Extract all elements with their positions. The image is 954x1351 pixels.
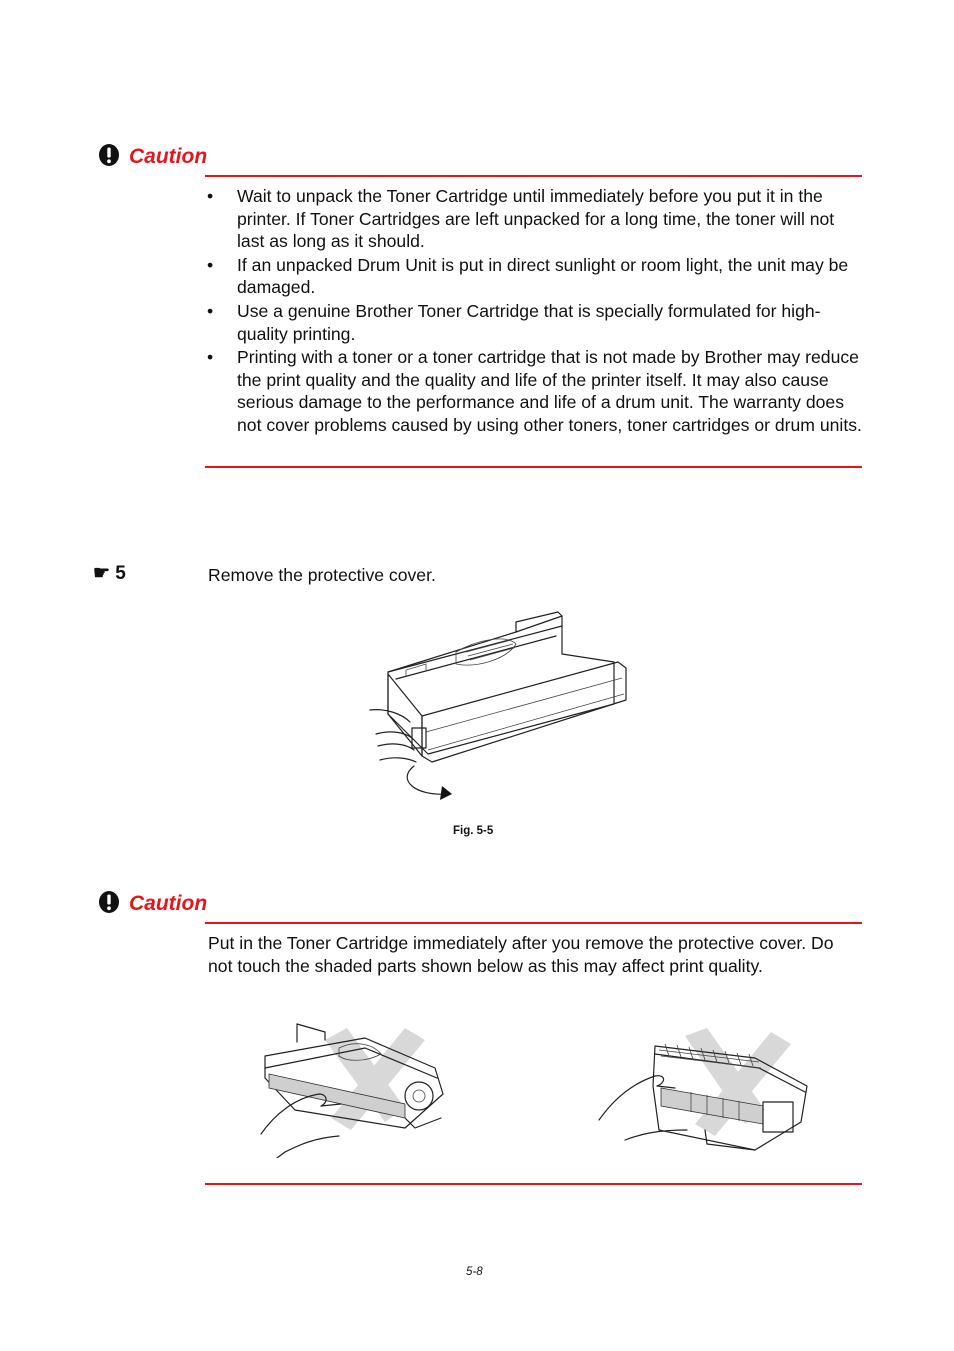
toner-cartridge-illustration [366, 604, 632, 804]
caution-paragraph: Put in the Toner Cartridge immediately after you remove the protective cover. Do not touch the shaded parts shown below as this may affect print quality. [208, 933, 834, 976]
caution-icon [98, 890, 120, 914]
caution-heading [98, 143, 298, 173]
list-item: • If an unpacked Drum Unit is put in direct sunlight or room light, the unit may be damaged. [207, 254, 849, 298]
toner-cartridge-do-not-touch-illustration [255, 1018, 455, 1158]
caution-bullet-list [206, 185, 866, 438]
drum-unit-do-not-touch-illustration [595, 1026, 815, 1156]
step-marker: ☛ 5 [93, 563, 126, 584]
figure-caption: Fig. 5-5 [453, 825, 494, 837]
caution-title: Caution [129, 145, 208, 168]
caution-bottom-rule [205, 466, 862, 468]
caution-title: Caution [129, 892, 208, 915]
list-item: • Printing with a toner or a toner cartridge that is not made by Brother may reduce the print quality and the quality and life of the printer itself. It may also cause serious damage to the performance and life of a drum unit. The warranty does not cover problems caused by using other toners, toner cartridges or drum units. [207, 347, 862, 435]
page-number: 5-8 [466, 1266, 483, 1278]
caution-top-rule [205, 175, 862, 177]
step-instruction: Remove the protective cover. [208, 565, 436, 585]
caution-icon [98, 143, 120, 167]
list-item: • Wait to unpack the Toner Cartridge until immediately before you put it in the printer. If Toner Cartridges are left unpacked for a long time, the toner will not last as long as it should. [207, 186, 835, 252]
list-item: • Use a genuine Brother Toner Cartridge that is specially formulated for high-quality printing. [207, 300, 821, 344]
caution-bottom-rule [205, 1183, 862, 1185]
caution-heading [98, 890, 298, 920]
caution-top-rule [205, 922, 862, 924]
